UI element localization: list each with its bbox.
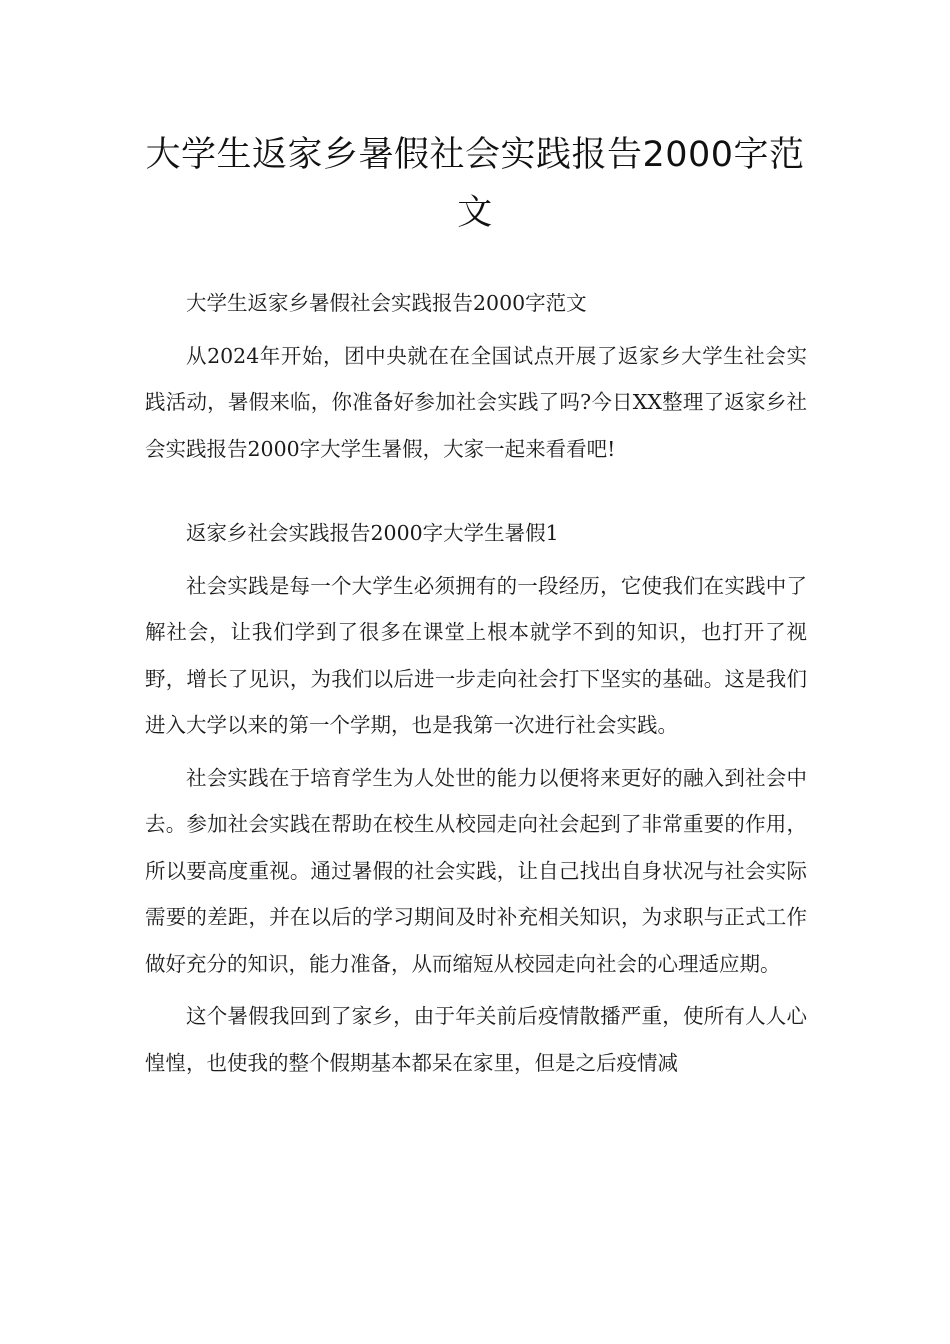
document-title: 大学生返家乡暑假社会实践报告2000字范文 xyxy=(145,135,805,233)
intro-title-paragraph: 大学生返家乡暑假社会实践报告2000字范文 xyxy=(186,291,587,315)
document-body xyxy=(145,280,807,1092)
body-paragraph: 社会实践在于培育学生为人处世的能力以便将来更好的融入到社会中去。参加社会实践在帮助在校生从校园走向社会起到了非常重要的作用，所以要高度重视。通过暑假的社会实践，让自己找出自身状况与社会实际需要的差距，并在以后的学习期间及时补充相关知识，为求职与正式工作做好充分的知识，能力准备，从而缩短从校园走向社会的心理适应期。 xyxy=(145,765,807,976)
body-paragraph: 社会实践是每一个大学生必须拥有的一段经历，它使我们在实践中了解社会，让我们学到了很多在课堂上根本就学不到的知识，也打开了视野，增长了见识，为我们以后进一步走向社会打下坚实的基础。这是我们进入大学以来的第一个学期，也是我第一次进行社会实践。 xyxy=(145,573,807,737)
body-paragraph: 这个暑假我回到了家乡，由于年关前后疫情散播严重，使所有人人心惶惶，也使我的整个假期基本都呆在家里，但是之后疫情减 xyxy=(145,1004,807,1075)
intro-paragraph: 从2024年开始，团中央就在在全国试点开展了返家乡大学生社会实践活动，暑假来临，你准备好参加社会实践了吗?今日XX整理了返家乡社会实践报告2000字大学生暑假，大家一起来看看吧! xyxy=(145,343,807,461)
section-heading: 返家乡社会实践报告2000字大学生暑假1 xyxy=(186,521,559,545)
